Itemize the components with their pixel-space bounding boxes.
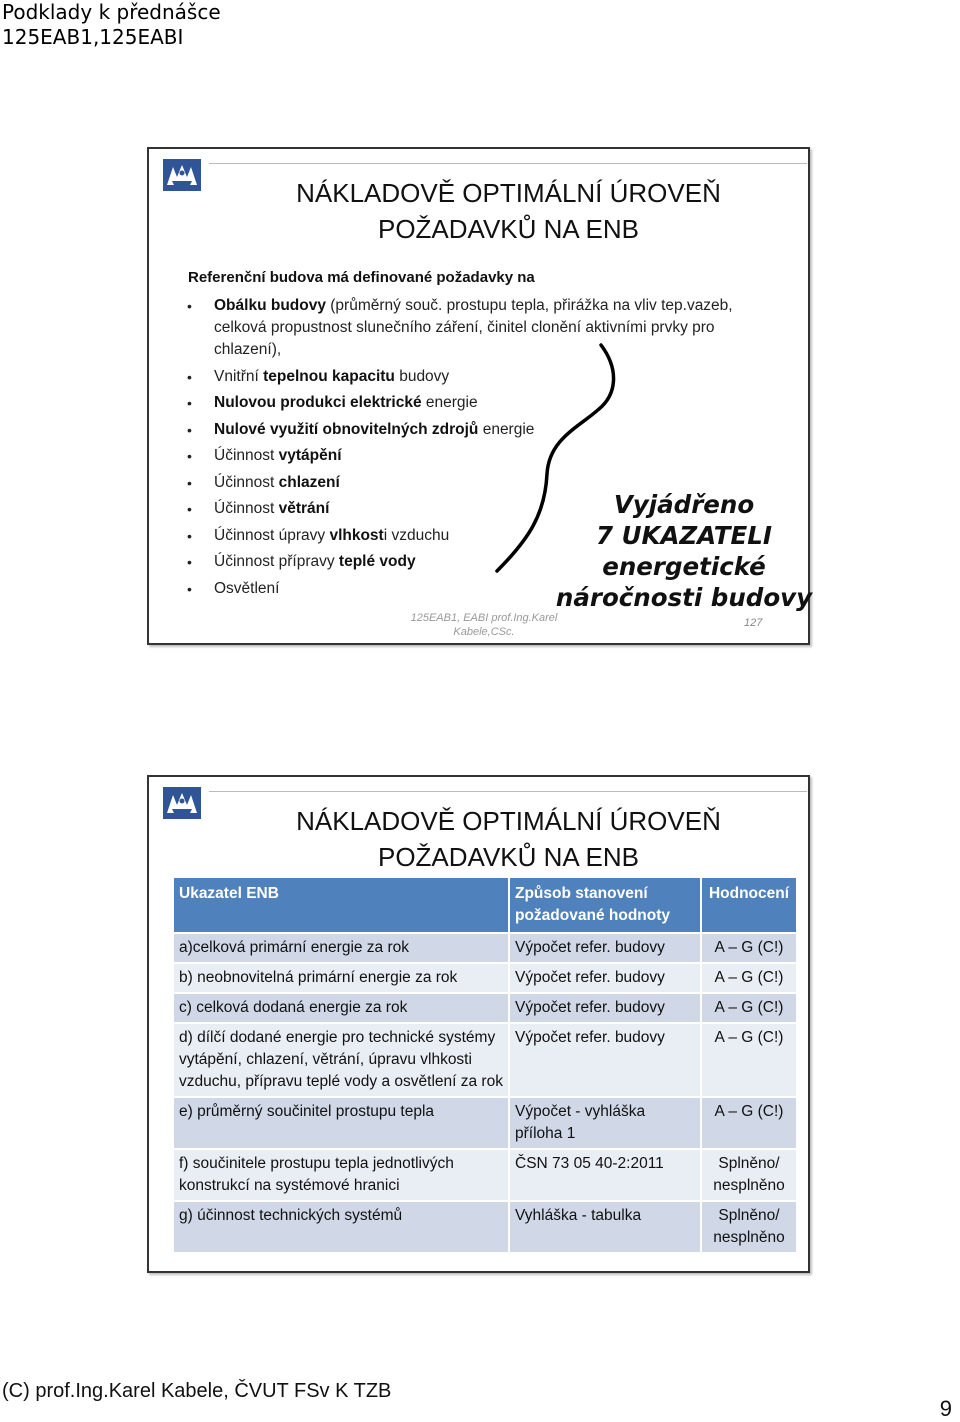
list-item — [187, 366, 747, 388]
header-rating: Hodnocení — [701, 877, 797, 933]
list-item — [187, 295, 747, 361]
cell-rating: A – G (C!) — [701, 1023, 797, 1097]
header-indicator: Ukazatel ENB — [173, 877, 509, 933]
title-rule — [209, 791, 807, 792]
title-line-1: NÁKLADOVĚ OPTIMÁLNÍ ÚROVEŇ — [296, 806, 721, 836]
table-row — [173, 993, 797, 1023]
cell-rating: Splněno/ nesplněno — [701, 1201, 797, 1253]
title-line-2: POŽADAVKŮ NA ENB — [377, 214, 640, 244]
callout-line-4: náročnosti budovy — [555, 583, 813, 612]
bullet-text: energie — [421, 394, 478, 411]
slide-1 — [147, 147, 813, 645]
cell-indicator: d) dílčí dodané energie pro technické systémy vytápění, chlazení, větrání, úpravu vlhkosti vzduchu, přípravu teplé vody a osvětlení za rok — [173, 1023, 509, 1097]
cell-method: Výpočet refer. budovy — [509, 1023, 701, 1097]
callout-line-1: Vyjádřeno — [613, 490, 755, 519]
bullet-text: Účinnost přípravy — [214, 553, 339, 570]
bullet-emphasis: chlazení — [278, 473, 340, 491]
bullet-emphasis: Obálku budovy — [214, 297, 326, 314]
cell-indicator: f) součinitele prostupu tepla jednotlivých konstrukcí na systémové hranici — [173, 1149, 509, 1201]
cell-method: Výpočet - vyhláška příloha 1 — [509, 1097, 701, 1149]
header-line-1: Podklady k přednášce — [2, 0, 221, 24]
cell-rating: A – G (C!) — [701, 963, 797, 993]
bullet-emphasis: Nulovou produkci elektrické — [214, 394, 422, 411]
slide-footer-line-1: 125EAB1, EABI prof.Ing.Karel — [410, 612, 558, 624]
cell-method: Výpočet refer. budovy — [509, 963, 701, 993]
cell-indicator: b) neobnovitelná primární energie za rok — [173, 963, 509, 993]
table-row — [173, 1023, 797, 1097]
cell-indicator: e) průměrný součinitel prostupu tepla — [173, 1097, 509, 1149]
page-footer: (C) prof.Ing.Karel Kabele, ČVUT FSv K TZB — [2, 1380, 392, 1402]
cell-indicator: g) účinnost technických systémů — [173, 1201, 509, 1253]
bullet-emphasis: teplé vody — [338, 553, 416, 570]
bullet-text: Účinnost úpravy — [214, 526, 330, 544]
table-body — [173, 933, 797, 1253]
table-row — [173, 933, 797, 963]
cell-method: Vyhláška - tabulka — [509, 1201, 701, 1253]
page-header — [2, 0, 221, 50]
callout-line-3: energetické — [602, 552, 766, 581]
bullet-emphasis: větrání — [278, 500, 330, 517]
callout-line-2: 7 UKAZATELI — [596, 521, 772, 550]
cell-rating: A – G (C!) — [701, 1097, 797, 1149]
bullet-text: Účinnost — [214, 500, 279, 517]
title-line-2: POŽADAVKŮ NA ENB — [377, 842, 640, 872]
bullet-text: (průměrný souč. prostupu tepla, přirážka na vliv tep.vazeb, celková propustnost slunečního záření, činitel clonění aktivními prvky pro chlazení), — [214, 297, 733, 358]
bullet-text: energie — [478, 420, 535, 438]
cell-rating: A – G (C!) — [701, 933, 797, 963]
table-row — [173, 1201, 797, 1253]
university-logo-icon — [163, 159, 201, 191]
bullet-emphasis: Nulové využití obnovitelných zdrojů — [214, 420, 479, 438]
header-line-2: 125EAB1,125EABI — [2, 25, 184, 49]
slide-title — [209, 803, 808, 875]
table-row — [173, 963, 797, 993]
header-method: Způsob stanovení požadované hodnoty — [509, 877, 701, 933]
bullet-emphasis: tepelnou kapacitu — [263, 367, 395, 385]
list-item — [187, 419, 747, 441]
title-rule — [209, 163, 807, 164]
table-row — [173, 1149, 797, 1201]
bullet-emphasis: vlhkost — [329, 526, 384, 544]
cell-method: ČSN 73 05 40-2:2011 — [509, 1149, 701, 1201]
university-logo-icon — [163, 787, 201, 819]
title-line-1: NÁKLADOVĚ OPTIMÁLNÍ ÚROVEŇ — [296, 178, 721, 208]
bullet-text: i vzduchu — [383, 526, 450, 544]
bullet-text: Účinnost — [214, 473, 279, 491]
cell-rating: A – G (C!) — [701, 993, 797, 1023]
bullet-text: Osvětlení — [214, 579, 280, 597]
summary-callout — [549, 489, 819, 613]
cell-indicator: c) celková dodaná energie za rok — [173, 993, 509, 1023]
slide-title — [209, 175, 808, 247]
slide-2 — [147, 775, 810, 1273]
slide-footer — [399, 611, 569, 639]
slide-footer-line-2: Kabele,CSc. — [453, 626, 515, 638]
bullet-text: Účinnost — [214, 447, 279, 464]
list-item — [187, 445, 747, 467]
cell-rating: Splněno/ nesplněno — [701, 1149, 797, 1201]
bullet-text: Vnitřní — [214, 367, 264, 385]
table-row — [173, 1097, 797, 1149]
list-item — [187, 392, 747, 414]
enb-indicators-table — [172, 876, 798, 1254]
page-number: 9 — [939, 1396, 952, 1421]
bullet-text: budovy — [394, 367, 450, 385]
table-header-row — [173, 877, 797, 933]
bullet-emphasis: vytápění — [278, 447, 342, 464]
cell-method: Výpočet refer. budovy — [509, 933, 701, 963]
slide-number: 127 — [744, 617, 763, 629]
cell-indicator: a)celková primární energie za rok — [173, 933, 509, 963]
intro-text: Referenční budova má definované požadavky na — [188, 269, 535, 286]
cell-method: Výpočet refer. budovy — [509, 993, 701, 1023]
